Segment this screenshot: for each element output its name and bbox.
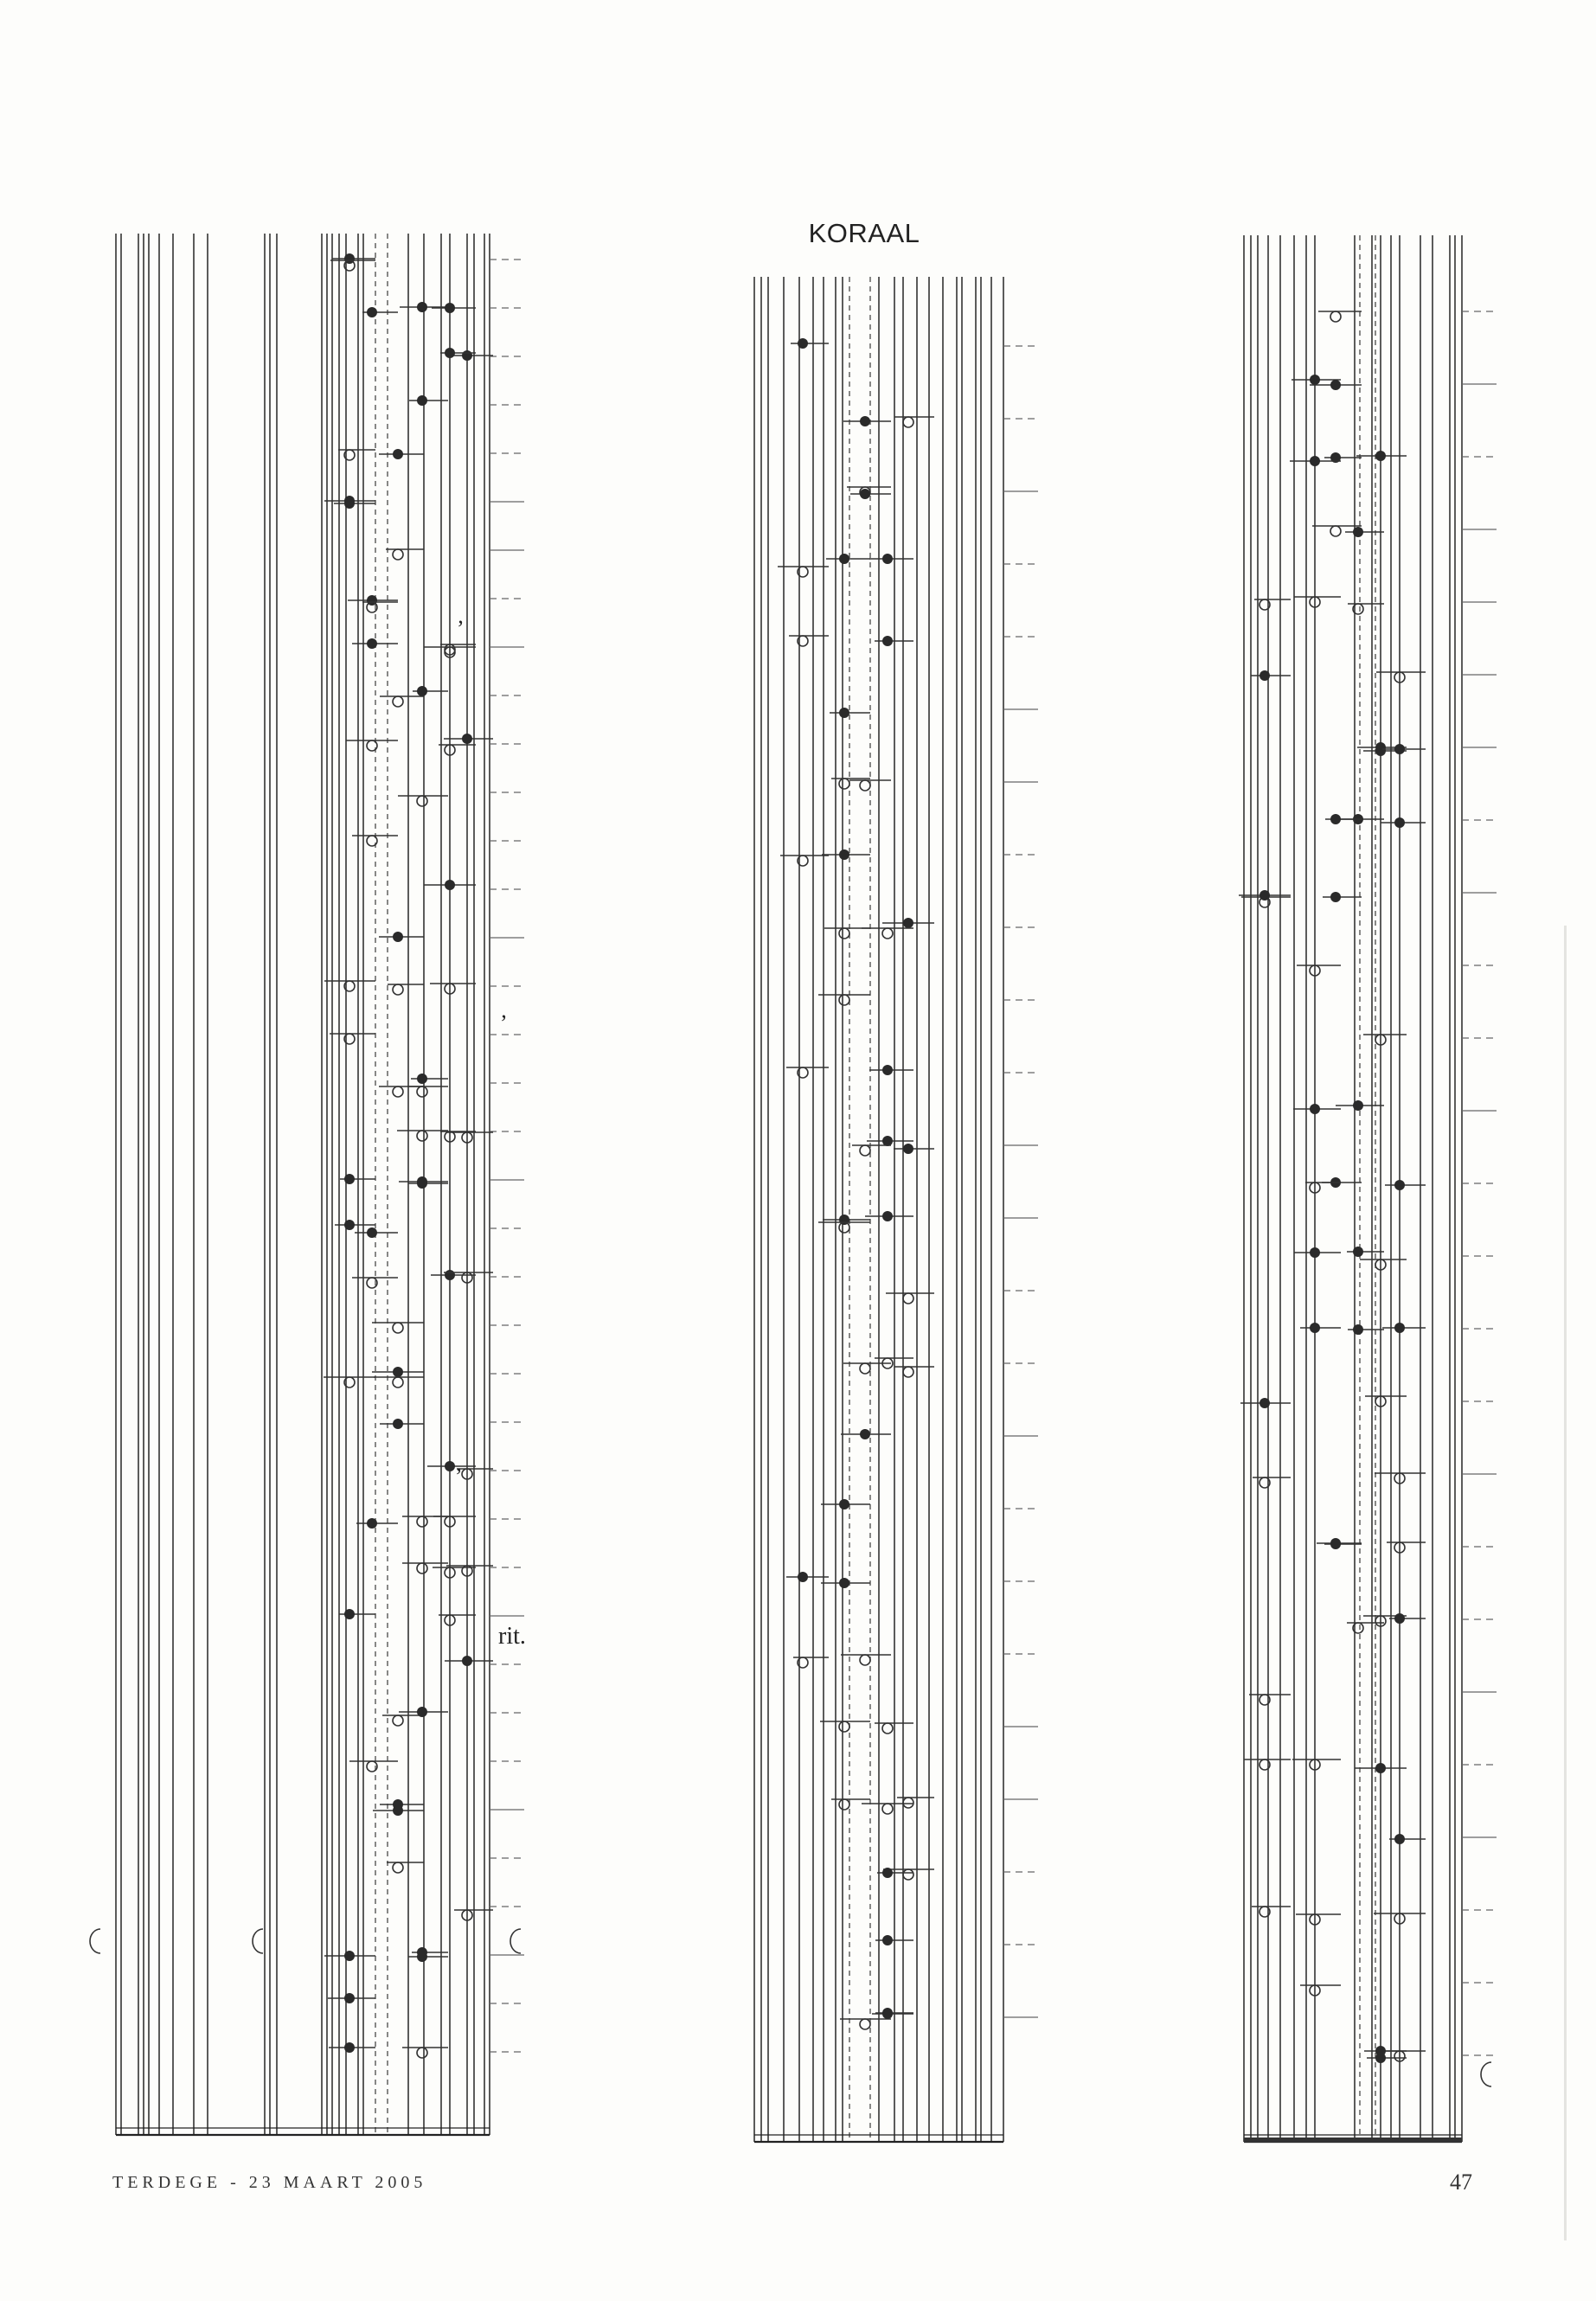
open-note — [367, 740, 377, 751]
filled-note — [1330, 380, 1341, 390]
filled-note — [367, 1227, 377, 1238]
filled-note — [1353, 1247, 1363, 1257]
filled-note — [1310, 375, 1320, 385]
filled-note — [344, 1951, 355, 1961]
filled-note — [1310, 1247, 1320, 1258]
filled-note — [903, 918, 913, 928]
filled-note — [344, 1609, 355, 1619]
filled-note — [417, 1707, 427, 1717]
page-number: 47 — [1450, 2170, 1472, 2195]
filled-note — [367, 638, 377, 649]
filled-note — [1394, 1323, 1405, 1333]
open-note — [393, 1862, 403, 1873]
filled-note — [1375, 1763, 1386, 1773]
filled-note — [1259, 1398, 1270, 1408]
breath-mark: ’ — [457, 616, 465, 641]
open-note — [393, 984, 403, 995]
filled-note — [393, 1419, 403, 1429]
filled-note — [1310, 456, 1320, 466]
filled-note — [344, 2042, 355, 2053]
fermata-mark — [90, 1929, 100, 1953]
fermata-mark — [510, 1929, 521, 1953]
filled-note — [1375, 2046, 1386, 2056]
filled-note — [1310, 1104, 1320, 1114]
filled-note — [882, 1136, 893, 1146]
filled-note — [882, 1211, 893, 1221]
filled-note — [839, 1499, 849, 1509]
filled-note — [1330, 1539, 1341, 1549]
open-note — [903, 1367, 913, 1377]
filled-note — [882, 2009, 893, 2019]
filled-note — [882, 554, 893, 564]
breath-mark: ’ — [500, 1010, 508, 1035]
open-note — [882, 928, 893, 939]
open-note — [839, 995, 849, 1005]
filled-note — [860, 416, 870, 426]
open-note — [417, 2048, 427, 2058]
open-note — [417, 1563, 427, 1574]
filled-note — [1259, 670, 1270, 681]
filled-note — [462, 734, 472, 744]
filled-note — [839, 1578, 849, 1588]
open-note — [882, 1804, 893, 1814]
open-note — [1330, 311, 1341, 322]
open-note — [393, 1323, 403, 1333]
open-note — [417, 796, 427, 806]
filled-note — [1394, 1180, 1405, 1190]
filled-note — [344, 1993, 355, 2003]
open-note — [903, 1798, 913, 1808]
open-note — [367, 836, 377, 846]
filled-note — [417, 1176, 427, 1187]
filled-note — [1330, 814, 1341, 824]
open-note — [417, 1086, 427, 1097]
open-note — [393, 1715, 403, 1726]
score-column-1 — [116, 234, 524, 2135]
filled-note — [860, 1429, 870, 1439]
filled-note — [882, 1935, 893, 1945]
filled-note — [1310, 1323, 1320, 1333]
filled-note — [1394, 817, 1405, 828]
filled-note — [1353, 527, 1363, 537]
open-note — [417, 1131, 427, 1141]
open-note — [903, 417, 913, 427]
filled-note — [344, 1174, 355, 1184]
filled-note — [445, 1461, 455, 1471]
filled-note — [344, 498, 355, 509]
filled-note — [1353, 1100, 1363, 1111]
filled-note — [1394, 1613, 1405, 1624]
filled-note — [417, 395, 427, 406]
filled-note — [882, 1065, 893, 1075]
score-column-2 — [754, 277, 1038, 2142]
filled-note — [1394, 1834, 1405, 1844]
filled-note — [839, 554, 849, 564]
filled-note — [417, 302, 427, 312]
fermata-mark — [253, 1929, 263, 1953]
filled-note — [417, 1074, 427, 1084]
ritardando-marking: rit. — [498, 1623, 526, 1650]
open-note — [839, 1799, 849, 1810]
filled-note — [344, 1220, 355, 1230]
score-column-3 — [1239, 235, 1497, 2142]
open-note — [1330, 526, 1341, 536]
footer-publication: TERDEGE - 23 MAART 2005 — [112, 2173, 427, 2192]
filled-note — [1394, 744, 1405, 754]
page-title: KORAAL — [808, 218, 920, 248]
open-note — [393, 549, 403, 560]
filled-note — [462, 350, 472, 361]
filled-note — [839, 708, 849, 718]
open-note — [882, 1723, 893, 1734]
filled-note — [445, 1270, 455, 1280]
filled-note — [393, 1367, 403, 1377]
filled-note — [798, 1572, 808, 1582]
filled-note — [1375, 451, 1386, 461]
filled-note — [445, 348, 455, 358]
open-note — [860, 2019, 870, 2029]
filled-note — [445, 880, 455, 890]
filled-note — [839, 849, 849, 860]
filled-note — [417, 686, 427, 696]
open-note — [417, 1516, 427, 1527]
filled-note — [417, 1952, 427, 1962]
open-note — [903, 1869, 913, 1880]
filled-note — [882, 1868, 893, 1878]
filled-note — [393, 932, 403, 942]
filled-note — [1353, 1324, 1363, 1335]
filled-note — [445, 303, 455, 313]
filled-note — [882, 636, 893, 646]
open-note — [860, 780, 870, 791]
breath-mark: ’ — [455, 1464, 463, 1489]
filled-note — [367, 307, 377, 317]
open-note — [393, 696, 403, 707]
filled-note — [860, 489, 870, 499]
open-note — [860, 1655, 870, 1665]
filled-note — [1375, 742, 1386, 753]
open-note — [903, 1293, 913, 1304]
open-note — [839, 1721, 849, 1732]
open-note — [839, 928, 849, 939]
open-note — [860, 1145, 870, 1156]
filled-note — [393, 1805, 403, 1816]
open-note — [393, 1086, 403, 1097]
page-edge — [1564, 926, 1567, 2240]
filled-note — [903, 1144, 913, 1154]
filled-note — [462, 1656, 472, 1666]
filled-note — [367, 1518, 377, 1529]
filled-note — [798, 338, 808, 349]
filled-note — [1330, 892, 1341, 902]
fermata-mark — [1481, 2062, 1491, 2086]
open-note — [839, 779, 849, 789]
open-note — [860, 1363, 870, 1374]
filled-note — [1259, 890, 1270, 901]
filled-note — [393, 449, 403, 459]
open-note — [393, 1377, 403, 1388]
